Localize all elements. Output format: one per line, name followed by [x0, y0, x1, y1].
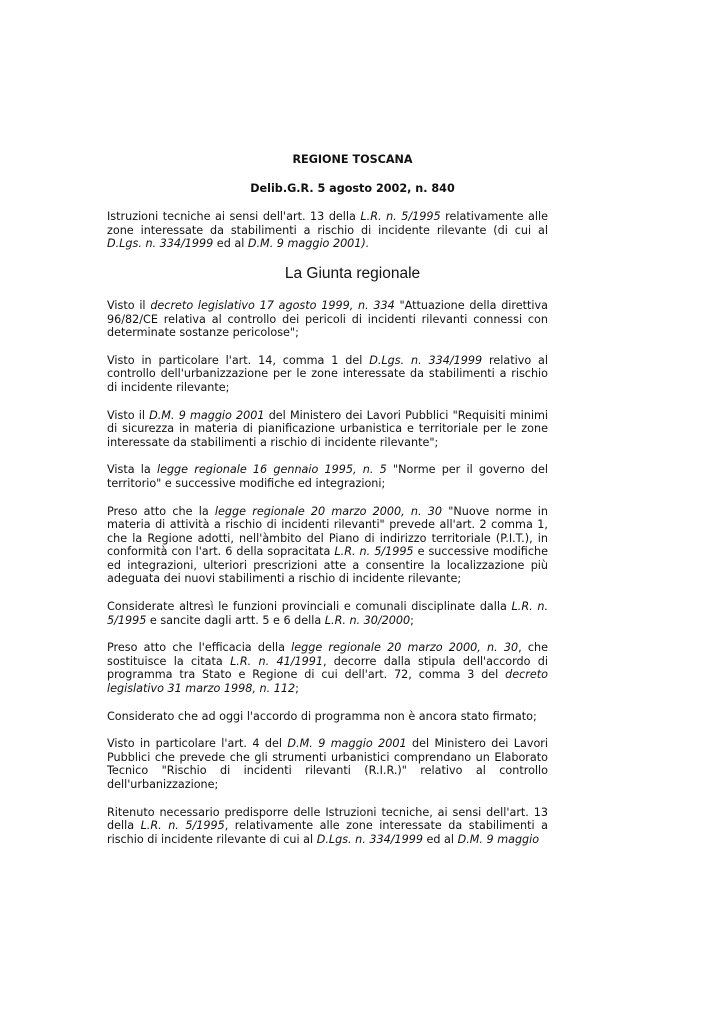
paragraph-text: Preso atto che l'efficacia della — [107, 641, 292, 655]
intro-dm-ref: D.M. 9 maggio 2001). — [247, 237, 370, 251]
paragraph-text: , relativamente alle zone interessate da stabilimenti a rischio di incidente rilevante di cui al — [107, 819, 548, 846]
paragraph-6 — [107, 600, 548, 627]
paragraph-text: Visto in particolare l'art. 14, comma 1 del — [107, 353, 370, 367]
paragraph-4 — [107, 463, 548, 490]
paragraph-text: relativo al controllo dell'urbanizzazione per le zone interessate da stabilimenti a rischio di incidente rilevante; — [107, 353, 548, 394]
legal-reference: D.Lgs. n. 334/1999 — [316, 832, 423, 846]
paragraph-text: e successive modifiche ed integrazioni, ulteriori prescrizioni atte a consentire la localizzazione più adeguata dei nuovi stabilimenti a rischio di incidente rilevante; — [107, 545, 548, 586]
legal-reference: L.R. n. 5/1995 — [140, 819, 225, 833]
intro-decree-ref: D.Lgs. n. 334/1999 — [107, 237, 214, 251]
paragraph-9 — [107, 737, 548, 791]
paragraph-1 — [107, 299, 548, 340]
paragraph-text: Ritenuto necessario predisporre delle Istruzioni tecniche, ai sensi dell'art. 13 della — [107, 805, 548, 833]
paragraph-text: , decorre dalla stipula dell'accordo di programma tra Stato e Regione di cui dell'art. 72, comma 3 del — [107, 654, 548, 682]
legal-reference: decreto legislativo 31 marzo 1998, n. 112 — [107, 668, 548, 696]
paragraph-text: del Ministero dei Lavori Pubblici "Requisiti minimi di sicurezza in materia di pianificazione urbanistica e territoriale per le zone interessate da stabilimenti a rischio di incidente rilevante"; — [107, 408, 548, 449]
paragraph-text: Preso atto che la — [107, 504, 215, 518]
paragraph-text: e sancite dagli artt. 5 e 6 della — [146, 613, 325, 627]
intro-paragraph — [107, 210, 548, 251]
paragraph-text: Visto in particolare l'art. 4 del — [107, 737, 288, 751]
legal-reference: D.M. 9 maggio 2001 — [149, 408, 265, 422]
legal-reference: legge regionale 16 gennaio 1995, n. 5 — [156, 463, 387, 477]
intro-law-ref: L.R. n. 5/1995 — [360, 210, 441, 224]
legal-reference: D.M. 9 maggio 2001 — [287, 737, 407, 751]
legal-reference: decreto legislativo 17 agosto 1999, n. 334 — [150, 298, 395, 312]
legal-reference: D.Lgs. n. 334/1999 — [369, 353, 483, 367]
paragraph-text: del Ministero dei Lavori Pubblici che prevede che gli strumenti urbanistici comprendano un Elaborato Tecnico "Rischio di incidenti rilevanti (R.I.R.)" relativo al controllo dell'urbanizzazione; — [107, 737, 549, 791]
paragraph-text: "Attuazione della direttiva 96/82/CE relativa al controllo dei pericoli di incidenti rilevanti connessi con determinate sostanze pericolose"; — [107, 298, 549, 340]
intro-text: Istruzioni tecniche ai sensi dell'art. 13 della — [107, 210, 361, 224]
document-content — [107, 153, 548, 846]
paragraph-text: Visto il — [107, 408, 150, 422]
legal-reference: L.R. n. 5/1995 — [334, 545, 414, 559]
legal-reference: L.R. n. 41/1991 — [230, 654, 323, 668]
paragraph-text: , che sostituisce la citata — [107, 641, 548, 668]
paragraph-text: "Norme per il governo del territorio" e successive modifiche ed integrazioni; — [107, 463, 548, 490]
legal-reference: L.R. n. 5/1995 — [107, 600, 548, 627]
paragraph-text: ; — [410, 613, 414, 627]
paragraph-10 — [107, 806, 548, 847]
paragraph-7 — [107, 641, 548, 695]
legal-reference: L.R. n. 30/2000 — [324, 613, 411, 627]
paragraph-text: Vista la — [107, 463, 157, 477]
paragraph-5 — [107, 505, 548, 587]
intro-text: relativamente alle zone interessate da stabilimenti a rischio di incidente rilevante (di cui al — [107, 210, 548, 237]
region-title: REGIONE TOSCANA — [292, 153, 413, 166]
paragraph-text: Visto il — [107, 298, 151, 312]
body-heading: La Giunta regionale — [284, 264, 421, 282]
paragraph-text: Considerato che ad oggi l'accordo di programma non è ancora stato firmato; — [107, 709, 537, 723]
paragraph-text: "Nuove norme in materia di attività a rischio di incidenti rilevanti" prevede all'art. 2 comma 1, che la Regione adotti, nell'àmbito del Piano di indirizzo territoriale (P.I.T.), in conformità con l'art. 6 della sopracitata — [107, 504, 548, 559]
paragraph-text: ed al — [422, 832, 458, 846]
legal-reference: legge regionale 20 marzo 2000, n. 30 — [214, 504, 443, 518]
deliberation-title: Delib.G.R. 5 agosto 2002, n. 840 — [250, 181, 455, 195]
paragraph-8 — [107, 710, 548, 724]
intro-text: ed al — [213, 237, 248, 251]
paragraph-text: ; — [295, 682, 299, 696]
legal-reference: D.M. 9 maggio — [457, 832, 540, 846]
paragraph-text: Considerate altresì le funzioni provinciali e comunali disciplinate dalla — [107, 600, 512, 614]
legal-reference: legge regionale 20 marzo 2000, n. 30 — [291, 641, 519, 655]
paragraph-3 — [107, 409, 548, 450]
paragraph-2 — [107, 354, 548, 395]
